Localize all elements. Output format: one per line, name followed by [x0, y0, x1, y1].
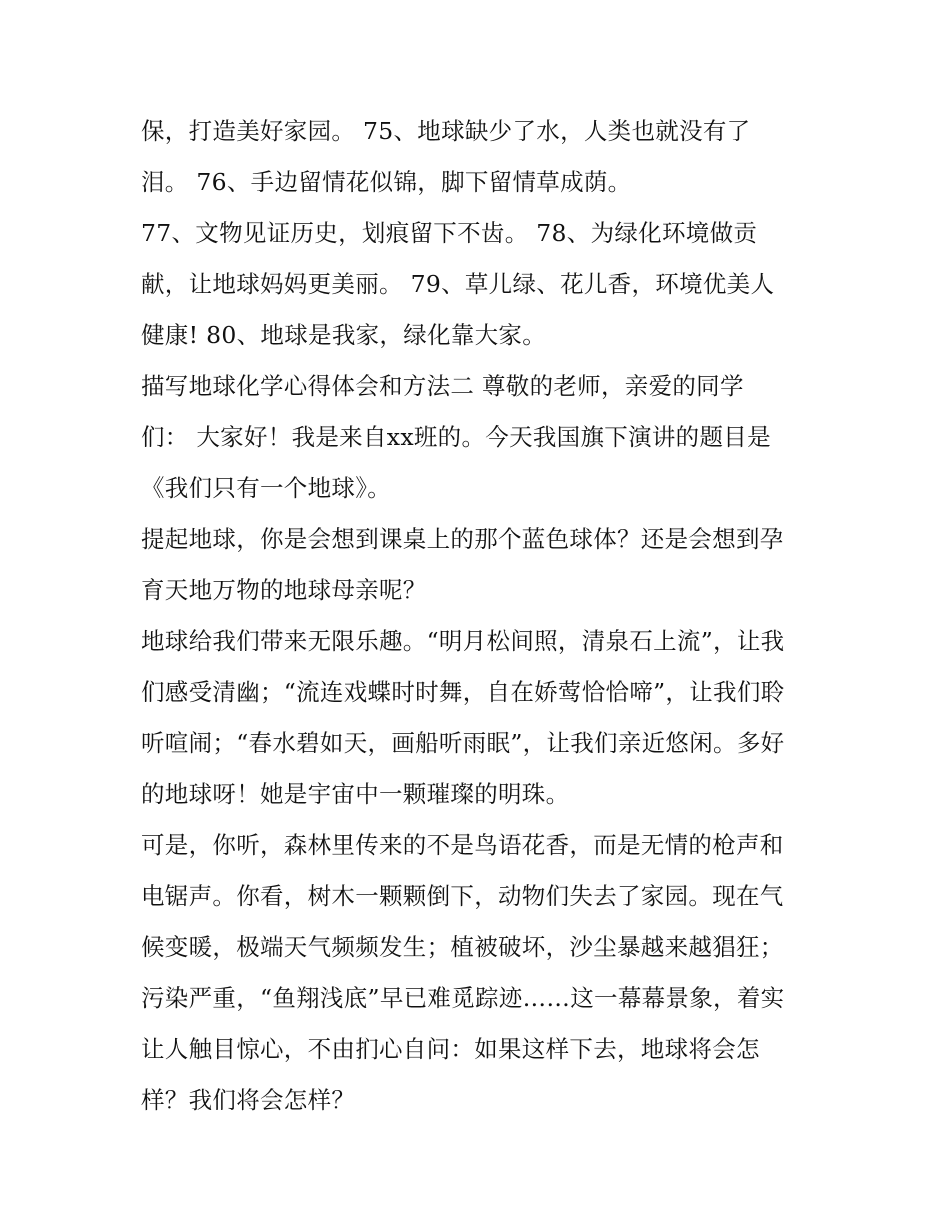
- text-line: 泪。 76、手边留情花似锦，脚下留情草成荫。: [141, 168, 632, 196]
- text-line: 听喧闹；“春水碧如天，画船听雨眠”，让我们亲近悠闲。多好: [141, 729, 785, 757]
- text-line: 健康! 80、地球是我家，绿化靠大家。: [141, 321, 547, 349]
- text-line: 们感受清幽；“流连戏蝶时时舞，自在娇莺恰恰啼”，让我们聆: [141, 678, 785, 706]
- speech-title-line: 《我们只有一个地球》。: [141, 474, 392, 502]
- text-line: 样？我们将会怎样？: [141, 1086, 356, 1114]
- text-line: 们： 大家好！我是来自xx班的。今天我国旗下演讲的题目是: [141, 423, 771, 451]
- text-line: 提起地球，你是会想到课桌上的那个蓝色球体？还是会想到孕: [141, 525, 784, 553]
- text-line: 育天地万物的地球母亲呢？: [141, 576, 427, 604]
- text-line: 77、文物见证历史，划痕留下不齿。 78、为绿化环境做贡: [141, 219, 758, 247]
- text-line: 可是，你听，森林里传来的不是鸟语花香，而是无情的枪声和: [141, 831, 784, 859]
- text-line: 让人触目惊心，不由扪心自问：如果这样下去，地球将会怎: [141, 1035, 760, 1063]
- text-line: 的地球呀！她是宇宙中一颗璀璨的明珠。: [141, 780, 570, 808]
- text-line: 污染严重，“鱼翔浅底”早已难觅踪迹……这一幕幕景象，着实: [141, 984, 785, 1012]
- text-line: 保，打造美好家园。 75、地球缺少了水，人类也就没有了: [141, 117, 751, 145]
- text-line: 地球给我们带来无限乐趣。“明月松间照，清泉石上流”，让我: [141, 627, 785, 655]
- document-body: [141, 106, 831, 1126]
- section-heading-line: 描写地球化学心得体会和方法二 尊敬的老师，亲爱的同学: [141, 372, 744, 400]
- text-line: 电锯声。你看，树木一颗颗倒下，动物们失去了家园。现在气: [141, 882, 784, 910]
- text-line: 候变暖，极端天气频频发生；植被破坏，沙尘暴越来越猖狂；: [141, 933, 784, 961]
- text-line: 献，让地球妈妈更美丽。 79、草儿绿、花儿香，环境优美人: [141, 270, 775, 298]
